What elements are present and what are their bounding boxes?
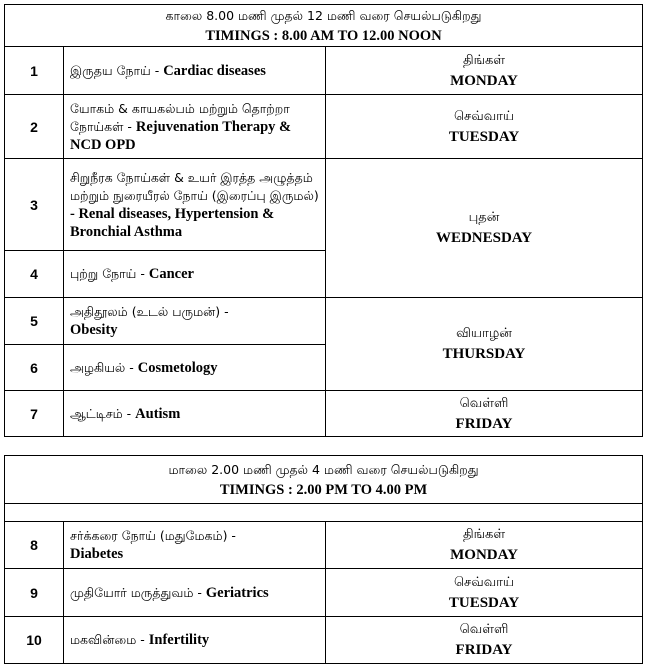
- disease-tamil: அதிதூலம் (உடல் பருமன்) -: [70, 304, 229, 319]
- day-english: WEDNESDAY: [435, 230, 533, 246]
- disease-tamil: இருதய நோய் -: [70, 62, 164, 78]
- table-row: [5, 47, 643, 95]
- disease-cell: [64, 159, 326, 251]
- disease-tamil: சிறுநீரக நோய்கள் & உயர் இரத்த அழுத்தம் மற்றும் நுரையீரல் நோய் (இரைப்பு இருமல்): [70, 169, 319, 203]
- disease-english: Rejuvenation Therapy & NCD OPD: [70, 118, 292, 153]
- day-tamil: செவ்வாய்: [453, 108, 515, 124]
- disease-cell: [64, 298, 326, 345]
- morning-timings-header: [5, 5, 643, 47]
- disease-tamil: ஆட்டிசம் -: [70, 405, 136, 421]
- morning-schedule-table: [4, 4, 643, 437]
- day-english: TUESDAY: [448, 128, 520, 145]
- row-number: 10: [5, 617, 64, 664]
- table-row: [5, 617, 643, 664]
- row-number: 7: [5, 391, 64, 437]
- disease-english: Autism: [135, 405, 181, 422]
- day-english: TUESDAY: [448, 594, 520, 611]
- row-number: 5: [5, 298, 64, 345]
- day-cell-monday: [326, 47, 643, 95]
- disease-cell: [64, 47, 326, 95]
- disease-english: Cardiac diseases: [163, 62, 266, 79]
- disease-english: - Renal diseases, Hypertension & Bronchial Asthma: [70, 205, 275, 240]
- day-english: THURSDAY: [442, 346, 526, 362]
- day-tamil: புதன்: [468, 210, 500, 225]
- day-cell-thursday: [326, 298, 643, 391]
- day-cell-tuesday: [326, 569, 643, 617]
- table-row: [5, 522, 643, 569]
- disease-tamil: மகவின்மை -: [70, 632, 149, 647]
- day-english: MONDAY: [450, 72, 518, 89]
- row-number: 2: [5, 95, 64, 159]
- evening-schedule-table: [4, 455, 643, 664]
- table-row: [5, 391, 643, 437]
- row-number: 3: [5, 159, 64, 251]
- disease-cell: [64, 95, 326, 159]
- day-tamil: திங்கள்: [462, 527, 506, 542]
- disease-english: Cancer: [148, 266, 194, 282]
- day-tamil: வெள்ளி: [459, 622, 509, 637]
- disease-english: Infertility: [148, 632, 210, 648]
- day-cell-wednesday: [326, 159, 643, 298]
- day-cell-friday: [326, 391, 643, 437]
- day-english: FRIDAY: [455, 415, 513, 432]
- disease-english: Geriatrics: [205, 584, 269, 601]
- day-tamil: வியாழன்: [456, 326, 512, 341]
- disease-tamil: யோகம் & காயகல்பம் மற்றும் தொற்றா நோய்கள் -: [70, 100, 290, 134]
- table-row: [5, 95, 643, 159]
- disease-tamil: அழகியல் -: [70, 359, 138, 375]
- day-english: FRIDAY: [455, 642, 513, 658]
- disease-cell: [64, 522, 326, 569]
- row-number: 8: [5, 522, 64, 569]
- table-row: [5, 569, 643, 617]
- row-number: 1: [5, 47, 64, 95]
- day-tamil: வெள்ளி: [459, 395, 509, 411]
- evening-header-tamil: மாலை 2.00 மணி முதல் 4 மணி வரை செயல்படுகிறது: [168, 461, 479, 477]
- table-row: [5, 298, 643, 345]
- disease-english: Diabetes: [70, 546, 124, 562]
- disease-english: Obesity: [70, 322, 118, 338]
- disease-tamil: சர்க்கரை நோய் (மதுமேகம்) -: [70, 528, 236, 543]
- row-number: 9: [5, 569, 64, 617]
- day-tamil: திங்கள்: [462, 52, 506, 68]
- day-cell-tuesday: [326, 95, 643, 159]
- disease-cell: [64, 391, 326, 437]
- spacer-row: [5, 504, 643, 522]
- day-cell-friday: [326, 617, 643, 664]
- table-row: [5, 159, 643, 251]
- morning-header-tamil: காலை 8.00 மணி முதல் 12 மணி வரை செயல்படுகிறது: [165, 7, 482, 23]
- disease-tamil: புற்று நோய் -: [70, 266, 149, 281]
- day-english: MONDAY: [450, 547, 518, 563]
- evening-header-english: TIMINGS : 2.00 PM TO 4.00 PM: [219, 481, 428, 498]
- disease-tamil: முதியோர் மருத்துவம் -: [70, 584, 206, 600]
- day-tamil: செவ்வாய்: [453, 574, 515, 590]
- disease-english: Cosmetology: [137, 359, 218, 376]
- row-number: 4: [5, 251, 64, 298]
- evening-timings-header: [5, 456, 643, 504]
- disease-cell: [64, 251, 326, 298]
- day-cell-monday: [326, 522, 643, 569]
- disease-cell: [64, 617, 326, 664]
- disease-cell: [64, 345, 326, 391]
- morning-header-english: TIMINGS : 8.00 AM TO 12.00 NOON: [205, 27, 442, 44]
- disease-cell: [64, 569, 326, 617]
- row-number: 6: [5, 345, 64, 391]
